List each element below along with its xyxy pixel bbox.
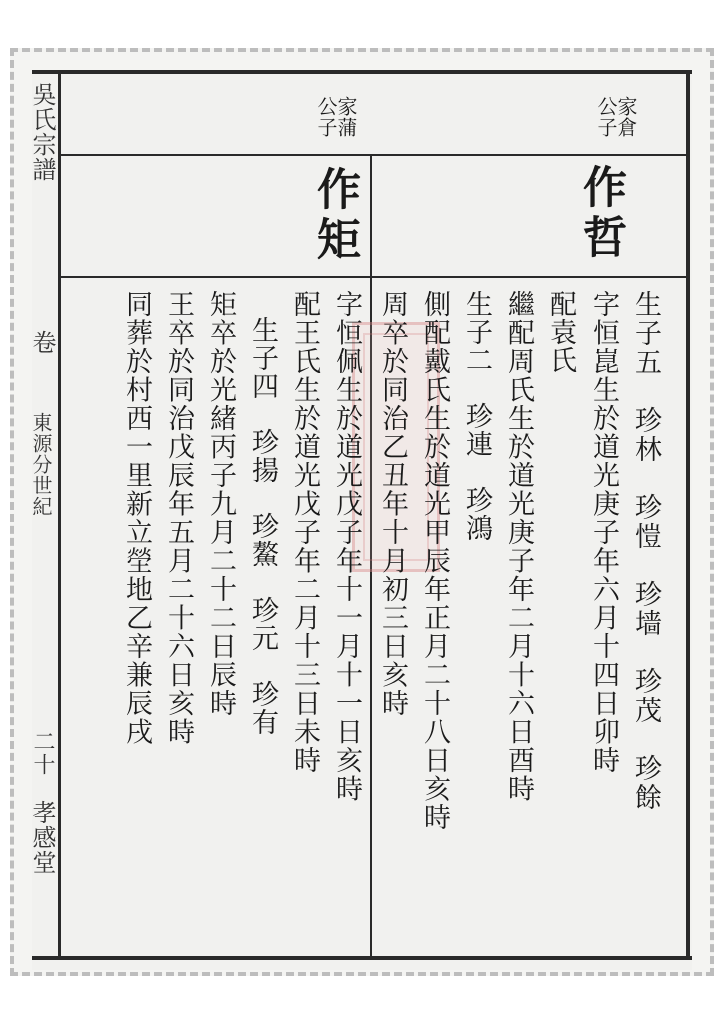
entry-a-line-2: 配王氏生於道光戊子年二月十三日未時	[289, 290, 320, 775]
father-label-b: 家倉公子	[594, 96, 638, 138]
entry-a-line-3: 生子四 珍揚 珍鰲 珍元 珍有	[247, 316, 278, 736]
book-title: 吳氏宗譜	[28, 82, 56, 182]
page-number: 二十	[30, 730, 55, 776]
name-a: 作矩	[309, 166, 360, 266]
entry-b-line-2: 字恒崑生於道光庚子年六月十四日卯時	[588, 290, 619, 775]
entry-a-line-4: 矩卒於光緒丙子九月二十二日辰時	[205, 290, 236, 718]
section-title: 東源分世紀	[29, 412, 53, 517]
top-border	[32, 70, 692, 74]
name-b: 作哲	[575, 164, 626, 264]
entry-a-line-1: 字恒佩生於道光戊子年十一月十一日亥時	[331, 290, 362, 803]
entry-b-line-1: 生子五 珍林 珍愷 珍墙 珍茂 珍餘	[630, 290, 661, 812]
entry-b-line-3: 配袁氏	[545, 290, 576, 374]
entry-a-line-5: 王卒於同治戊辰年五月二十六日亥時	[163, 290, 194, 746]
right-border	[686, 70, 690, 960]
volume-label: 卷	[28, 330, 56, 355]
entry-a-line-6: 同葬於村西一里新立塋地乙辛兼辰戌	[121, 290, 152, 746]
entry-b-line-5: 生子二 珍連 珍鴻	[461, 290, 492, 542]
bottom-border	[32, 956, 692, 960]
center-margin-rule	[58, 70, 61, 960]
header-divider-2	[61, 276, 686, 278]
entry-b-line-4: 繼配周氏生於道光庚子年二月十六日酉時	[503, 290, 534, 803]
entry-b-line-7: 周卒於同治乙丑年十月初三日亥時	[377, 290, 408, 718]
father-label-a: 家蒲公子	[314, 96, 358, 138]
hall-name: 孝感堂	[28, 800, 56, 875]
entry-b-line-6: 側配戴氏生於道光甲辰年正月二十八日亥時	[419, 290, 450, 832]
